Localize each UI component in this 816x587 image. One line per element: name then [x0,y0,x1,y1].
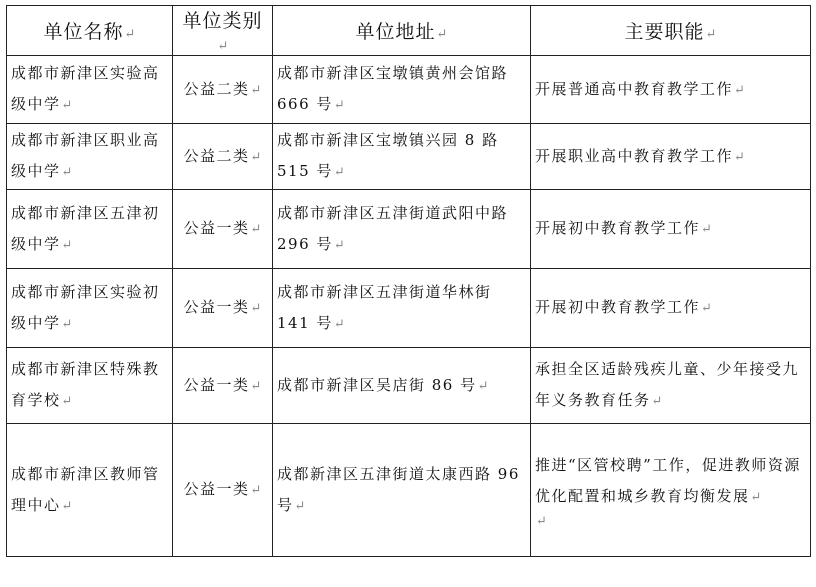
paragraph-mark-icon [251,301,262,316]
cell-category: 公益一类 ↵ [173,269,273,348]
header-duty: 主要职能 ↵ [531,6,811,56]
paragraph-mark-icon [334,98,345,113]
paragraph-mark-icon [251,379,262,394]
cell-duty: 开展初中教育教学工作 ↵ [531,190,811,269]
cell-duty: 开展初中教育教学工作 ↵ [531,269,811,348]
cell-address: 成都新津区五津街道太康西路 96 号 ↵ [273,424,531,557]
cell-category: 公益一类 ↵ [173,348,273,424]
cell-name: 成都市新津区教师管理中心 ↵ [7,424,173,557]
paragraph-mark-icon [62,98,73,113]
paragraph-mark-icon [701,301,712,316]
cell-category: 公益二类 ↵ [173,56,273,124]
cell-address: 成都市新津区宝墩镇兴园 8 路 515 号 ↵ [273,124,531,190]
paragraph-mark-icon [706,27,717,42]
cell-name: 成都市新津区五津初级中学 ↵ [7,190,173,269]
table-row [7,269,811,348]
table-row [7,348,811,424]
paragraph-mark-icon [334,165,345,180]
paragraph-mark-icon [478,379,489,394]
paragraph-mark-icon [251,150,262,165]
header-name: 单位名称 ↵ [7,6,173,56]
header-category: 单位类别 ↵ [173,6,273,56]
cell-address: 成都市新津区宝墩镇黄州会馆路 666 号 ↵ [273,56,531,124]
table-row [7,424,811,557]
paragraph-mark-icon [751,490,762,505]
paragraph-mark-icon [437,27,448,42]
paragraph-mark-icon [62,394,73,409]
header-address: 单位地址 ↵ [273,6,531,56]
paragraph-mark-icon [295,499,306,514]
paragraph-mark-icon [734,83,745,98]
paragraph-mark-icon [251,83,262,98]
table-header-row [7,6,811,56]
paragraph-mark-icon [251,483,262,498]
cell-address: 成都市新津区吴店街 86 号 ↵ [273,348,531,424]
institution-table [6,5,811,557]
paragraph-mark-icon [62,165,73,180]
paragraph-mark-icon [652,394,663,409]
table-row [7,190,811,269]
cell-address: 成都市新津区五津街道武阳中路 296 号 ↵ [273,190,531,269]
paragraph-mark-icon [334,317,345,332]
paragraph-mark-icon [734,150,745,165]
paragraph-mark-icon [62,238,73,253]
table-row [7,56,811,124]
cell-duty: 开展职业高中教育教学工作 ↵ [531,124,811,190]
paragraph-mark-icon [62,499,73,514]
paragraph-mark-icon [62,317,73,332]
cell-duty: 推进“区管校聘”工作，促进教师资源优化配置和城乡教育均衡发展 ↵ ↵ [531,424,811,557]
paragraph-mark-icon [125,27,136,42]
paragraph-mark-icon [334,238,345,253]
cell-name: 成都市新津区实验初级中学 ↵ [7,269,173,348]
paragraph-mark-icon [251,222,262,237]
cell-name: 成都市新津区特殊教育学校 ↵ [7,348,173,424]
cell-duty: 开展普通高中教育教学工作 ↵ [531,56,811,124]
cell-name: 成都市新津区实验高级中学 ↵ [7,56,173,124]
paragraph-mark-icon [701,222,712,237]
cell-name: 成都市新津区职业高级中学 ↵ [7,124,173,190]
paragraph-mark-icon [218,39,229,54]
table-row [7,124,811,190]
paragraph-mark-icon [536,513,806,531]
cell-address: 成都市新津区五津街道华林街 141 号 ↵ [273,269,531,348]
cell-category: 公益一类 ↵ [173,190,273,269]
cell-duty: 承担全区适龄残疾儿童、少年接受九年义务教育任务 ↵ [531,348,811,424]
cell-category: 公益一类 ↵ [173,424,273,557]
cell-category: 公益二类 ↵ [173,124,273,190]
